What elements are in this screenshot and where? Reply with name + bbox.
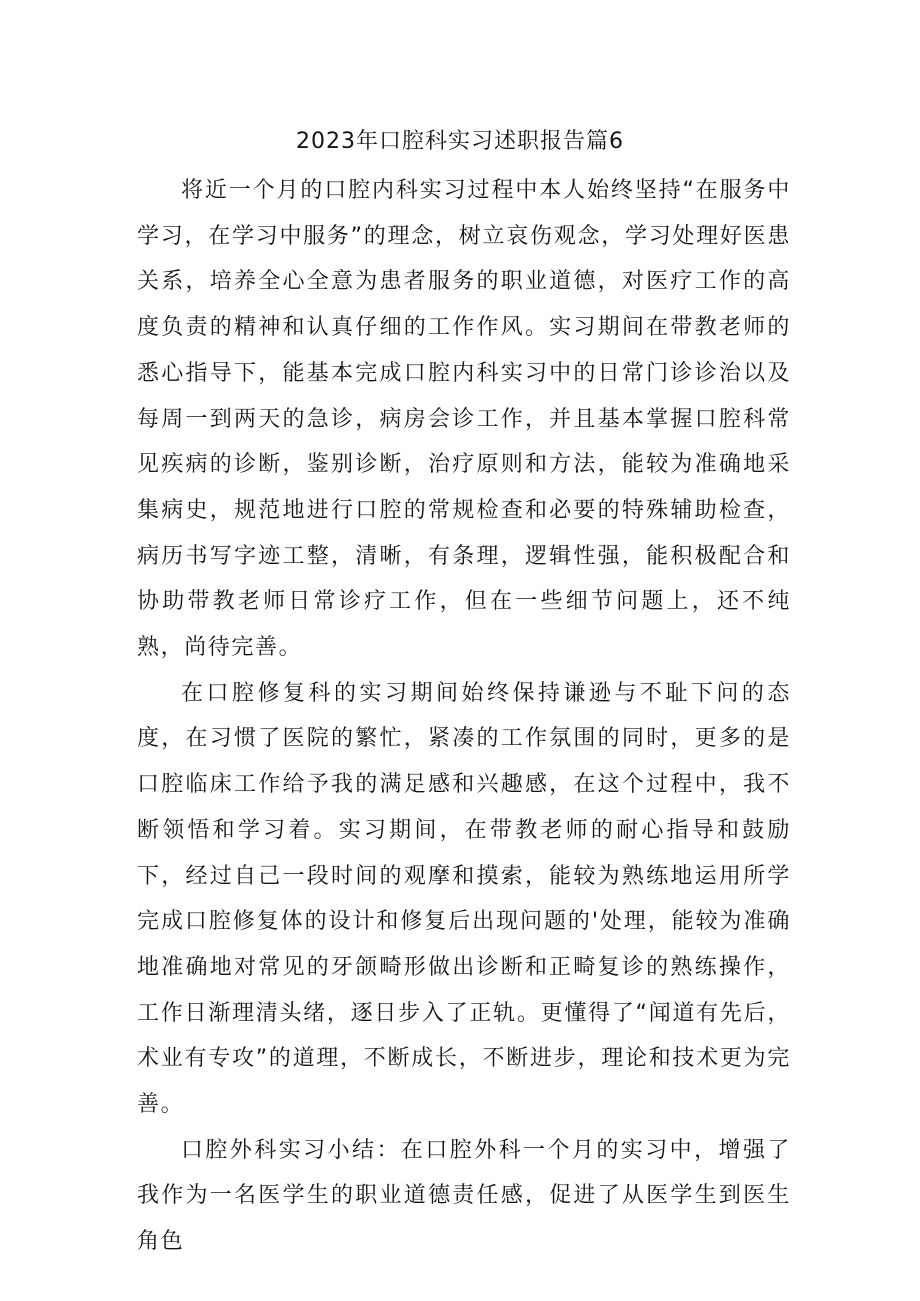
document-body xyxy=(137,168,791,1265)
paragraph-oral-surgery: 口腔外科实习小结：在口腔外科一个月的实习中，增强了我作为一名医学生的职业道德责任感，促进了从医学生到医生角色 xyxy=(137,1137,791,1255)
document-title: 2023年口腔科实习述职报告篇6 xyxy=(296,129,624,154)
paragraph-prosthodontics: 在口腔修复科的实习期间始终保持谦逊与不耻下问的态度，在习惯了医院的繁忙，紧凑的工作氛围的同时，更多的是口腔临床工作给予我的满足感和兴趣感，在这个过程中，我不断领悟和学习着。实习期间，在带教老师的耐心指导和鼓励下，经过自己一段时间的观摩和摸索，能较为熟练地运用所学完成口腔修复体的设计和修复后出现问题的'处理，能较为准确地准确地对常见的牙颌畸形做出诊断和正畸复诊的熟练操作，工作日渐理清头绪，逐日步入了正轨。更懂得了“闻道有先后，术业有专攻”的道理，不断成长，不断进步，理论和技术更为完善。 xyxy=(137,680,791,1118)
paragraph-oral-internal-medicine: 将近一个月的口腔内科实习过程中本人始终坚持“在服务中学习，在学习中服务”的理念，树立哀伤观念，学习处理好医患关系，培养全心全意为患者服务的职业道德，对医疗工作的高度负责的精神和认真仔细的工作作风。实习期间在带教老师的悉心指导下，能基本完成口腔内科实习中的日常门诊诊治以及每周一到两天的急诊，病房会诊工作，并且基本掌握口腔科常见疾病的诊断，鉴别诊断，治疗原则和方法，能较为准确地采集病史，规范地进行口腔的常规检查和必要的特殊辅助检查，病历书写字迹工整，清晰，有条理，逻辑性强，能积极配合和协助带教老师日常诊疗工作，但在一些细节问题上，还不纯熟，尚待完善。 xyxy=(137,178,791,661)
